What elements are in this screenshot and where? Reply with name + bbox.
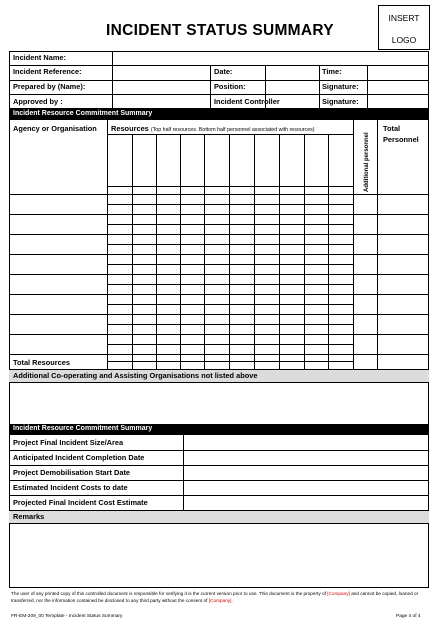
resource-half-divider [107, 224, 353, 225]
additional-orgs-area[interactable] [9, 383, 429, 423]
summary-band: Incident Resource Commitment Summary [9, 424, 429, 435]
resource-half-divider [107, 344, 353, 345]
agency-row-divider [9, 354, 429, 355]
resource-half-divider [107, 304, 353, 305]
resource-half-divider [107, 186, 353, 187]
incident-name-label: Incident Name: [13, 53, 66, 62]
agency-row-divider [9, 334, 429, 335]
signature-label-2: Signature: [322, 97, 359, 106]
agency-row-divider [9, 294, 429, 295]
footer-disclaimer: The user of any printed copy of this controlled document is responsible for verifying it is the current version prior to use. This document is the property of [Company] and cannot be copied, loaned or transferred, nor the information contained be disclosed to any third party without the consent of [Company]. [11, 591, 419, 603]
additional-orgs-header: Additional Co-operating and Assisting Organisations not listed above [9, 370, 429, 382]
total-resources-label: Total Resources [13, 358, 70, 367]
summary-row-demob: Project Demobilisation Start Date [13, 468, 131, 477]
page-title: INCIDENT STATUS SUMMARY [106, 22, 334, 39]
incident-reference-label: Incident Reference: [13, 67, 82, 76]
summary-row-costs: Estimated Incident Costs to date [13, 483, 128, 492]
remarks-area[interactable] [9, 524, 429, 587]
resource-half-divider [107, 264, 353, 265]
time-label: Time: [322, 67, 342, 76]
resource-half-divider [107, 324, 353, 325]
resources-header: Resources (Top half resources. Bottom half personnel associated with resources) [111, 124, 315, 133]
agency-header: Agency or Organisation [13, 124, 97, 133]
summary-row-size: Project Final Incident Size/Area [13, 438, 124, 447]
signature-label: Signature: [322, 82, 359, 91]
page-number: Page 4 of 4 [396, 614, 421, 619]
resource-half-divider [107, 244, 353, 245]
summary-row-completion: Anticipated Incident Completion Date [13, 453, 145, 462]
total-personnel-header-1: Total [383, 124, 401, 133]
company-placeholder-2: [Company] [208, 597, 232, 603]
additional-personnel-header: Additional personnel [364, 132, 370, 192]
logo-line-1: INSERT [388, 13, 420, 23]
resources-note: (Top half resources. Bottom half personnel associated with resources) [150, 127, 315, 133]
company-placeholder-1: [Company] [327, 591, 350, 596]
doc-reference: FR-EM-209_00 Template - Incident Status Summary [11, 614, 123, 619]
resource-half-divider [107, 361, 353, 362]
summary-row-final-cost: Projected Final Incident Cost Estimate [13, 498, 148, 507]
agency-row-divider [9, 194, 429, 195]
date-label: Date: [214, 67, 233, 76]
agency-row-divider [9, 254, 429, 255]
approved-by-label: Approved by : [13, 97, 63, 106]
logo-line-2: LOGO [391, 35, 417, 45]
prepared-by-label: Prepared by (Name): [13, 82, 86, 91]
agency-row-divider [9, 214, 429, 215]
position-label: Position: [214, 82, 246, 91]
resource-half-divider [107, 204, 353, 205]
agency-row-divider [9, 234, 429, 235]
agency-row-divider [9, 314, 429, 315]
resource-half-divider [107, 284, 353, 285]
incident-controller-label: Incident Controller [214, 97, 280, 106]
resource-commitment-band: Incident Resource Commitment Summary [9, 108, 429, 120]
logo-placeholder [378, 5, 430, 50]
remarks-header: Remarks [9, 511, 429, 523]
total-personnel-header-2: Personnel [383, 135, 419, 144]
agency-row-divider [9, 274, 429, 275]
